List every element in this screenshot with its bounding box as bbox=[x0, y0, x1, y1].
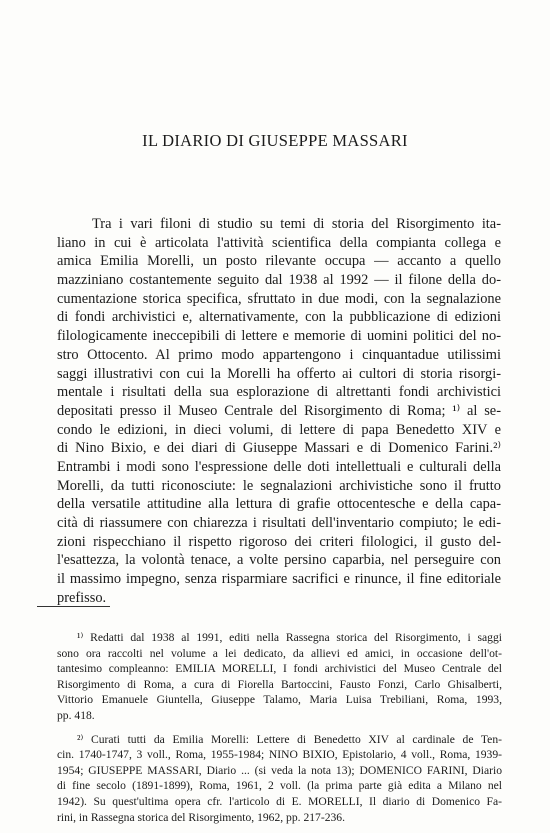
body-line: amica Emilia Morelli, un posto rilevante occupa — accanto a quello bbox=[57, 253, 501, 270]
footnote-line: ¹⁾ Redatti dal 1938 al 1991, editi nella Rassegna storica del Risorgimento, i saggi bbox=[77, 631, 502, 644]
footnote-2 bbox=[57, 732, 502, 826]
footnote-line: ²⁾ Curati tutti da Emilia Morelli: Lettere di Benedetto XIV al cardinale de Ten- bbox=[77, 732, 502, 746]
body-line: zioni rispecchiano il rispetto rigoroso dei criteri filologici, il gusto del- bbox=[57, 533, 501, 550]
body-line: di fondi archivistici e, alternativamente, con la pubblicazione di edizioni bbox=[57, 309, 501, 326]
body-line: di Nino Bixio, e dei diari di Giuseppe Massari e di Domenico Farini.²⁾ bbox=[57, 440, 501, 457]
body-line: condo le edizioni, in dieci volumi, di lettere di papa Benedetto XIV e bbox=[57, 421, 501, 438]
body-line: stro Ottocento. Al primo modo appartengono i cinquantadue utilissimi bbox=[57, 346, 501, 363]
footnote-line: rini, in Rassegna storica del Risorgimento, 1962, pp. 217-236. bbox=[57, 810, 345, 824]
body-line: saggi illustrativi con cui la Morelli ha offerto ai cultori di storia risorgi- bbox=[57, 365, 501, 382]
body-line: cità di riassumere con chiarezza i risultati dell'inventario compiuto; le edi- bbox=[57, 515, 501, 531]
body-line: Morelli, da tutti riconosciute: le segnalazioni archivistiche sono il frutto bbox=[57, 477, 501, 494]
footnote-1 bbox=[57, 630, 502, 724]
footnote-divider bbox=[37, 606, 110, 607]
body-line: mentale i risultati della sua esplorazione di altrettanti fondi archivistici bbox=[57, 384, 501, 401]
body-line: filologicamente ineccepibili di lettere e memorie di uomini politici del no- bbox=[57, 328, 501, 345]
body-line: mazziniano costantemente seguito dal 1938 al 1992 — il filone della do- bbox=[57, 272, 501, 289]
article-title: IL DIARIO DI GIUSEPPE MASSARI bbox=[142, 131, 408, 150]
body-line: Entrambi i modi sono l'espressione delle doti intellettuali e culturali della bbox=[57, 458, 501, 475]
body-line: della versatile attitudine alla lettura di grafie ottocentesche e della capa- bbox=[57, 496, 501, 513]
body-line: l'esattezza, la volontà tenace, a volte persino caparbia, nel perseguire con bbox=[57, 552, 501, 569]
footnote-line: sono ora raccolti nel volume a lei dedicato, da allievi ed amici, in occasione dell'ot- bbox=[57, 646, 502, 660]
footnote-line: 1942). Su quest'ultima opera cfr. l'articolo di E. MORELLI, Il diario di Domenico Fa- bbox=[57, 794, 502, 808]
body-line: prefisso. bbox=[57, 589, 107, 606]
body-paragraph bbox=[57, 215, 501, 607]
body-line: Tra i vari filoni di studio su temi di storia del Risorgimento ita- bbox=[92, 216, 501, 232]
body-line: liano in cui è articolata l'attività scientifica della compianta collega e bbox=[57, 234, 501, 251]
body-line: cumentazione storica specifica, sfruttato in due modi, con la segnalazione bbox=[57, 290, 501, 307]
footnote-line: Vittorio Emanuele Giuntella, Giuseppe Talamo, Maria Luisa Trebiliani, Roma, 1993, bbox=[57, 693, 502, 707]
body-line: il massimo impegno, senza risparmiare sacrifici e rinunce, il fine editoriale bbox=[57, 571, 501, 588]
footnote-line: pp. 418. bbox=[57, 708, 95, 722]
footnote-line: 1954; GIUSEPPE MASSARI, Diario ... (si veda la nota 13); DOMENICO FARINI, Diario bbox=[57, 763, 502, 777]
footnote-line: tantesimo compleanno: EMILIA MORELLI, I fondi archivistici del Museo Centrale del bbox=[57, 662, 502, 676]
footnote-line: Risorgimento di Roma, a cura di Fiorella Bartoccini, Fausto Fonzi, Carlo Ghisalberti, bbox=[57, 677, 502, 691]
footnote-line: cin. 1740-1747, 3 voll., Roma, 1955-1984; NINO BIXIO, Epistolario, 4 voll., Roma, 1939- bbox=[57, 748, 502, 762]
footnote-line: di fine secolo (1891-1899), Roma, 1961, 2 voll. (la prima parte già edita a Milano nel bbox=[57, 779, 502, 793]
body-line: depositati presso il Museo Centrale del Risorgimento di Roma; ¹⁾ al se- bbox=[57, 402, 501, 419]
footnotes bbox=[57, 630, 502, 833]
